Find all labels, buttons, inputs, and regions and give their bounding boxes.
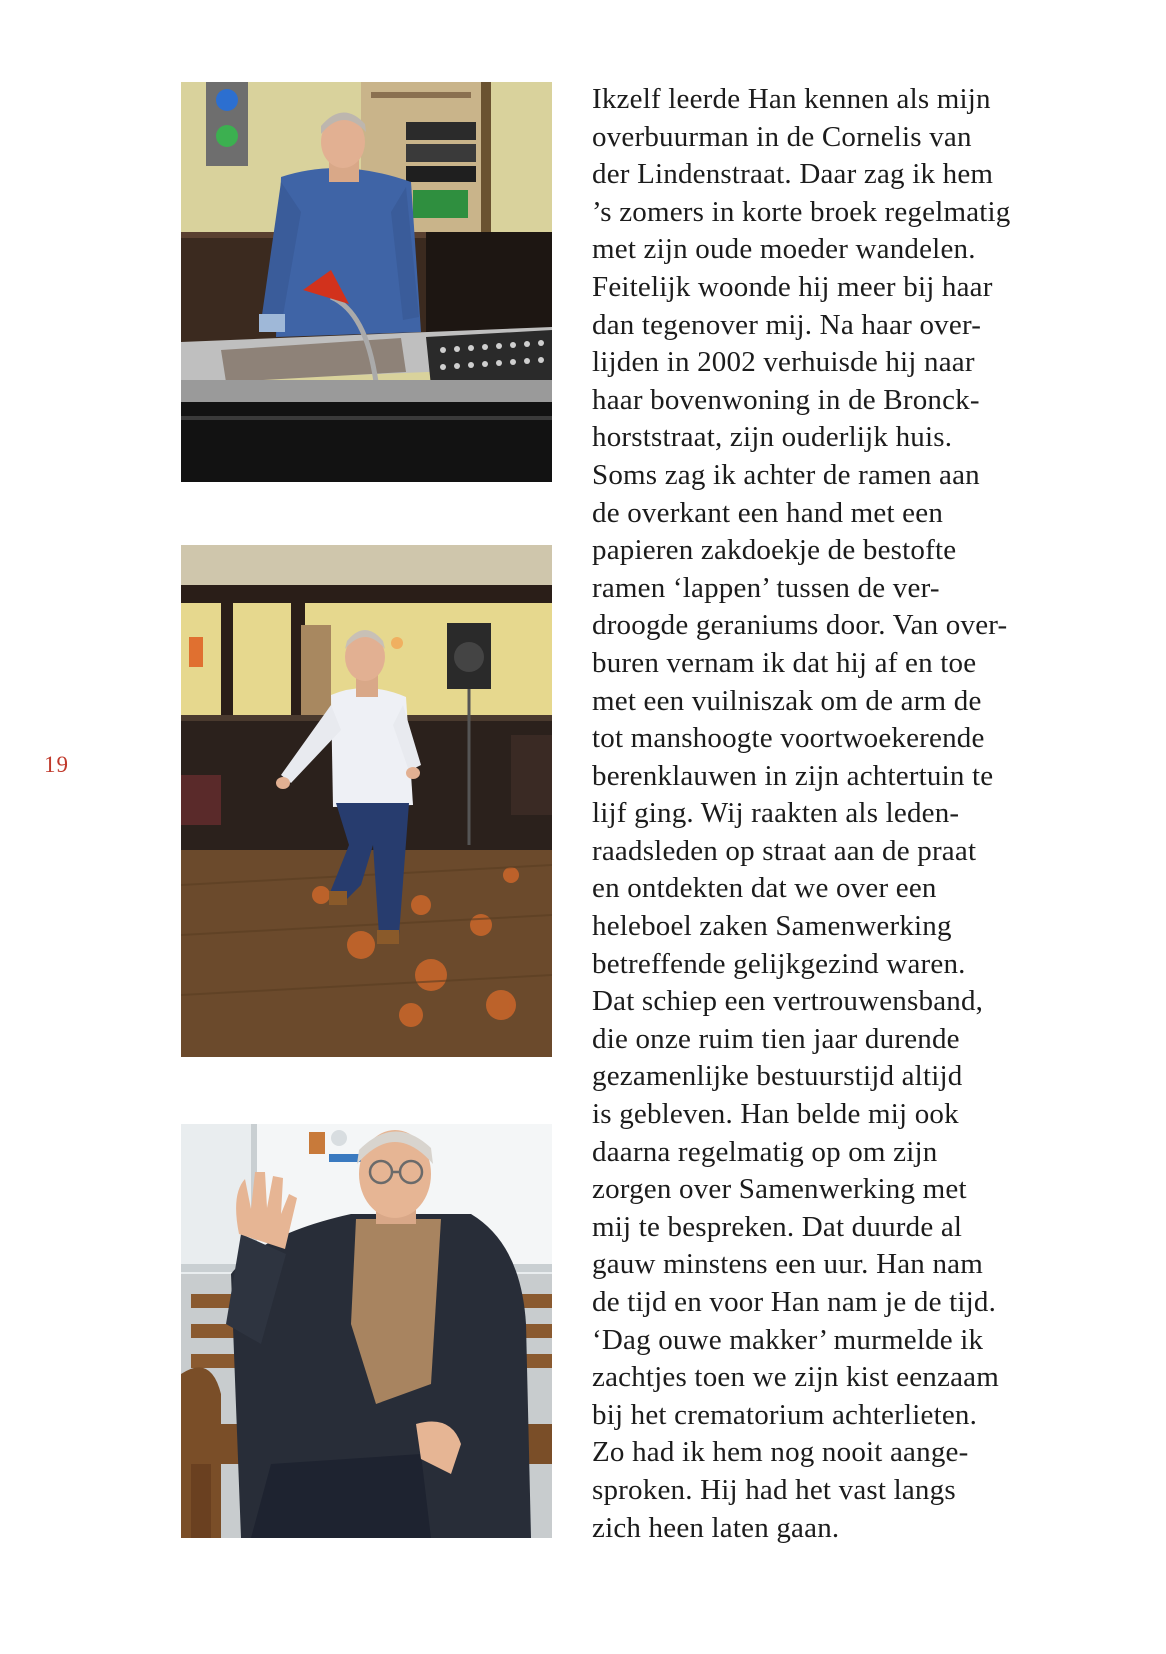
text-line: Soms zag ik achter de ramen aan xyxy=(592,458,980,491)
text-line: met zijn oude moeder wandelen. xyxy=(592,233,976,266)
text-line: Feitelijk woonde hij meer bij haar xyxy=(592,270,993,303)
text-line: de tijd en voor Han nam je de tijd. xyxy=(592,1286,997,1318)
text-line: ’s zomers in korte broek regelmatig xyxy=(592,195,1011,228)
text-line: dan tegenover mij. Na haar over- xyxy=(592,308,982,341)
text-line: Zo had ik hem nog nooit aange- xyxy=(592,1436,969,1469)
text-line: zorgen over Samenwerking met xyxy=(592,1173,967,1206)
text-line: raadsleden op straat aan de praat xyxy=(592,834,977,867)
text-line: overbuurman in de Cornelis van xyxy=(592,120,972,153)
text-line: met een vuilniszak om de arm de xyxy=(592,684,982,717)
text-line: lijf ging. Wij raakten als leden- xyxy=(592,797,960,830)
text-line: gezamenlijke bestuurstijd altijd xyxy=(592,1060,963,1093)
text-line: de overkant een hand met een xyxy=(592,496,944,529)
photo-dj-console xyxy=(181,82,552,482)
text-line: horststraat, zijn ouderlijk huis. xyxy=(592,421,953,454)
text-line: die onze ruim tien jaar durende xyxy=(592,1022,960,1055)
text-line: en ontdekten dat we over een xyxy=(592,872,937,905)
text-line: heleboel zaken Samenwerking xyxy=(592,910,952,943)
photo-dancing xyxy=(181,545,552,1057)
text-line: zich heen laten gaan. xyxy=(592,1511,840,1544)
text-line: betreffende gelijkgezind waren. xyxy=(592,947,966,980)
wall-light-icon xyxy=(189,637,203,667)
text-line: droogde geraniums door. Van over- xyxy=(592,609,1008,642)
body-text xyxy=(592,81,1132,1547)
photo-waving xyxy=(181,1124,552,1538)
text-line: papieren zakdoekje de bestofte xyxy=(592,534,957,567)
page-number: 19 xyxy=(44,752,69,777)
text-line: ‘Dag ouwe makker’ murmelde ik xyxy=(592,1323,984,1356)
text-line: bij het crematorium achterlieten. xyxy=(592,1398,978,1431)
text-line: sproken. Hij had het vast langs xyxy=(592,1473,956,1506)
text-line: Dat schiep een vertrouwensband, xyxy=(592,985,984,1018)
text-line: buren vernam ik dat hij af en toe xyxy=(592,646,977,679)
text-line: der Lindenstraat. Daar zag ik hem xyxy=(592,158,994,191)
text-line: gauw minstens een uur. Han nam xyxy=(592,1248,983,1281)
text-line: lijden in 2002 verhuisde hij naar xyxy=(592,346,975,379)
text-line: Ikzelf leerde Han kennen als mijn xyxy=(592,83,991,115)
text-line: haar bovenwoning in de Bronck- xyxy=(592,383,980,416)
text-line: ramen ‘lappen’ tussen de ver- xyxy=(592,571,940,604)
text-line: daarna regelmatig op om zijn xyxy=(592,1135,938,1168)
text-line: tot manshoogte voortwoekerende xyxy=(592,722,985,755)
text-line: mij te bespreken. Dat duurde al xyxy=(592,1210,963,1243)
text-line: berenklauwen in zijn achtertuin te xyxy=(592,759,994,792)
traffic-light-icon xyxy=(206,82,248,166)
text-line: zachtjes toen we zijn kist eenzaam xyxy=(592,1361,999,1394)
text-line: is gebleven. Han belde mij ook xyxy=(592,1098,959,1131)
